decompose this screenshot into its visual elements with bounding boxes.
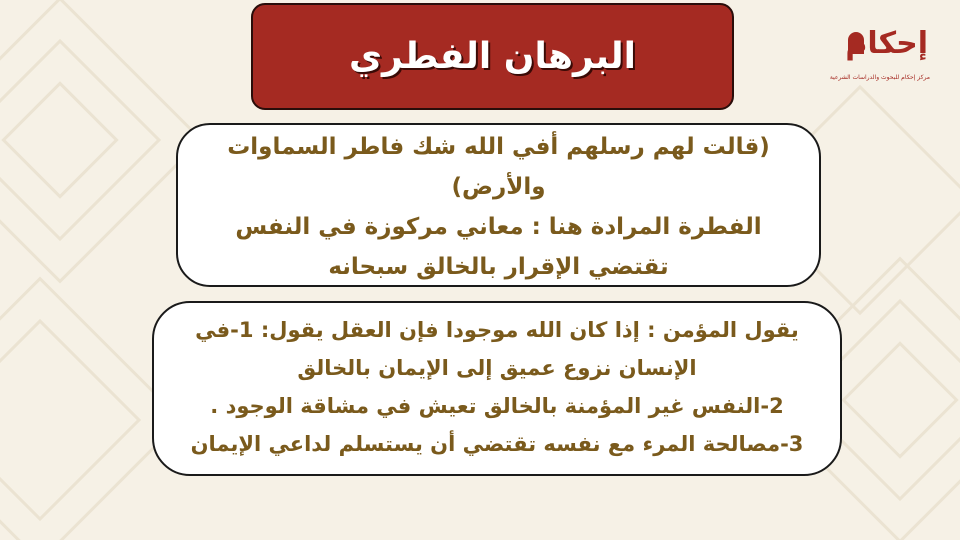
logo: [829, 22, 932, 92]
argument-card: [152, 301, 842, 476]
page-title: البرهان الفطري: [349, 36, 636, 77]
title-banner: [251, 3, 734, 110]
definition-line-1: الفطرة المرادة هنا : معاني مركوزة في النفس: [235, 214, 762, 240]
argument-line-2: الإنسان نزوع عميق إلى الإيمان بالخالق: [297, 356, 697, 380]
verse-line-2: والأرض): [451, 174, 546, 200]
logo-name: إحكام: [845, 26, 928, 61]
logo-subtitle: مركز إحكام للبحوث والدراسات الشرعية: [829, 74, 930, 81]
argument-line-1: يقول المؤمن : إذا كان الله موجودا فإن العقل يقول: 1-في: [195, 318, 799, 342]
verse-card: [176, 123, 821, 287]
argument-line-4: 3-مصالحة المرء مع نفسه تقتضي أن يستسلم لداعي الإيمان: [190, 432, 804, 456]
argument-line-3: 2-النفس غير المؤمنة بالخالق تعيش في مشاقة الوجود .: [210, 394, 784, 418]
definition-line-2: تقتضي الإقرار بالخالق سبحانه: [328, 254, 669, 280]
verse-line-1: (قالت لهم رسلهم أفي الله شك فاطر السماوات: [227, 134, 770, 160]
